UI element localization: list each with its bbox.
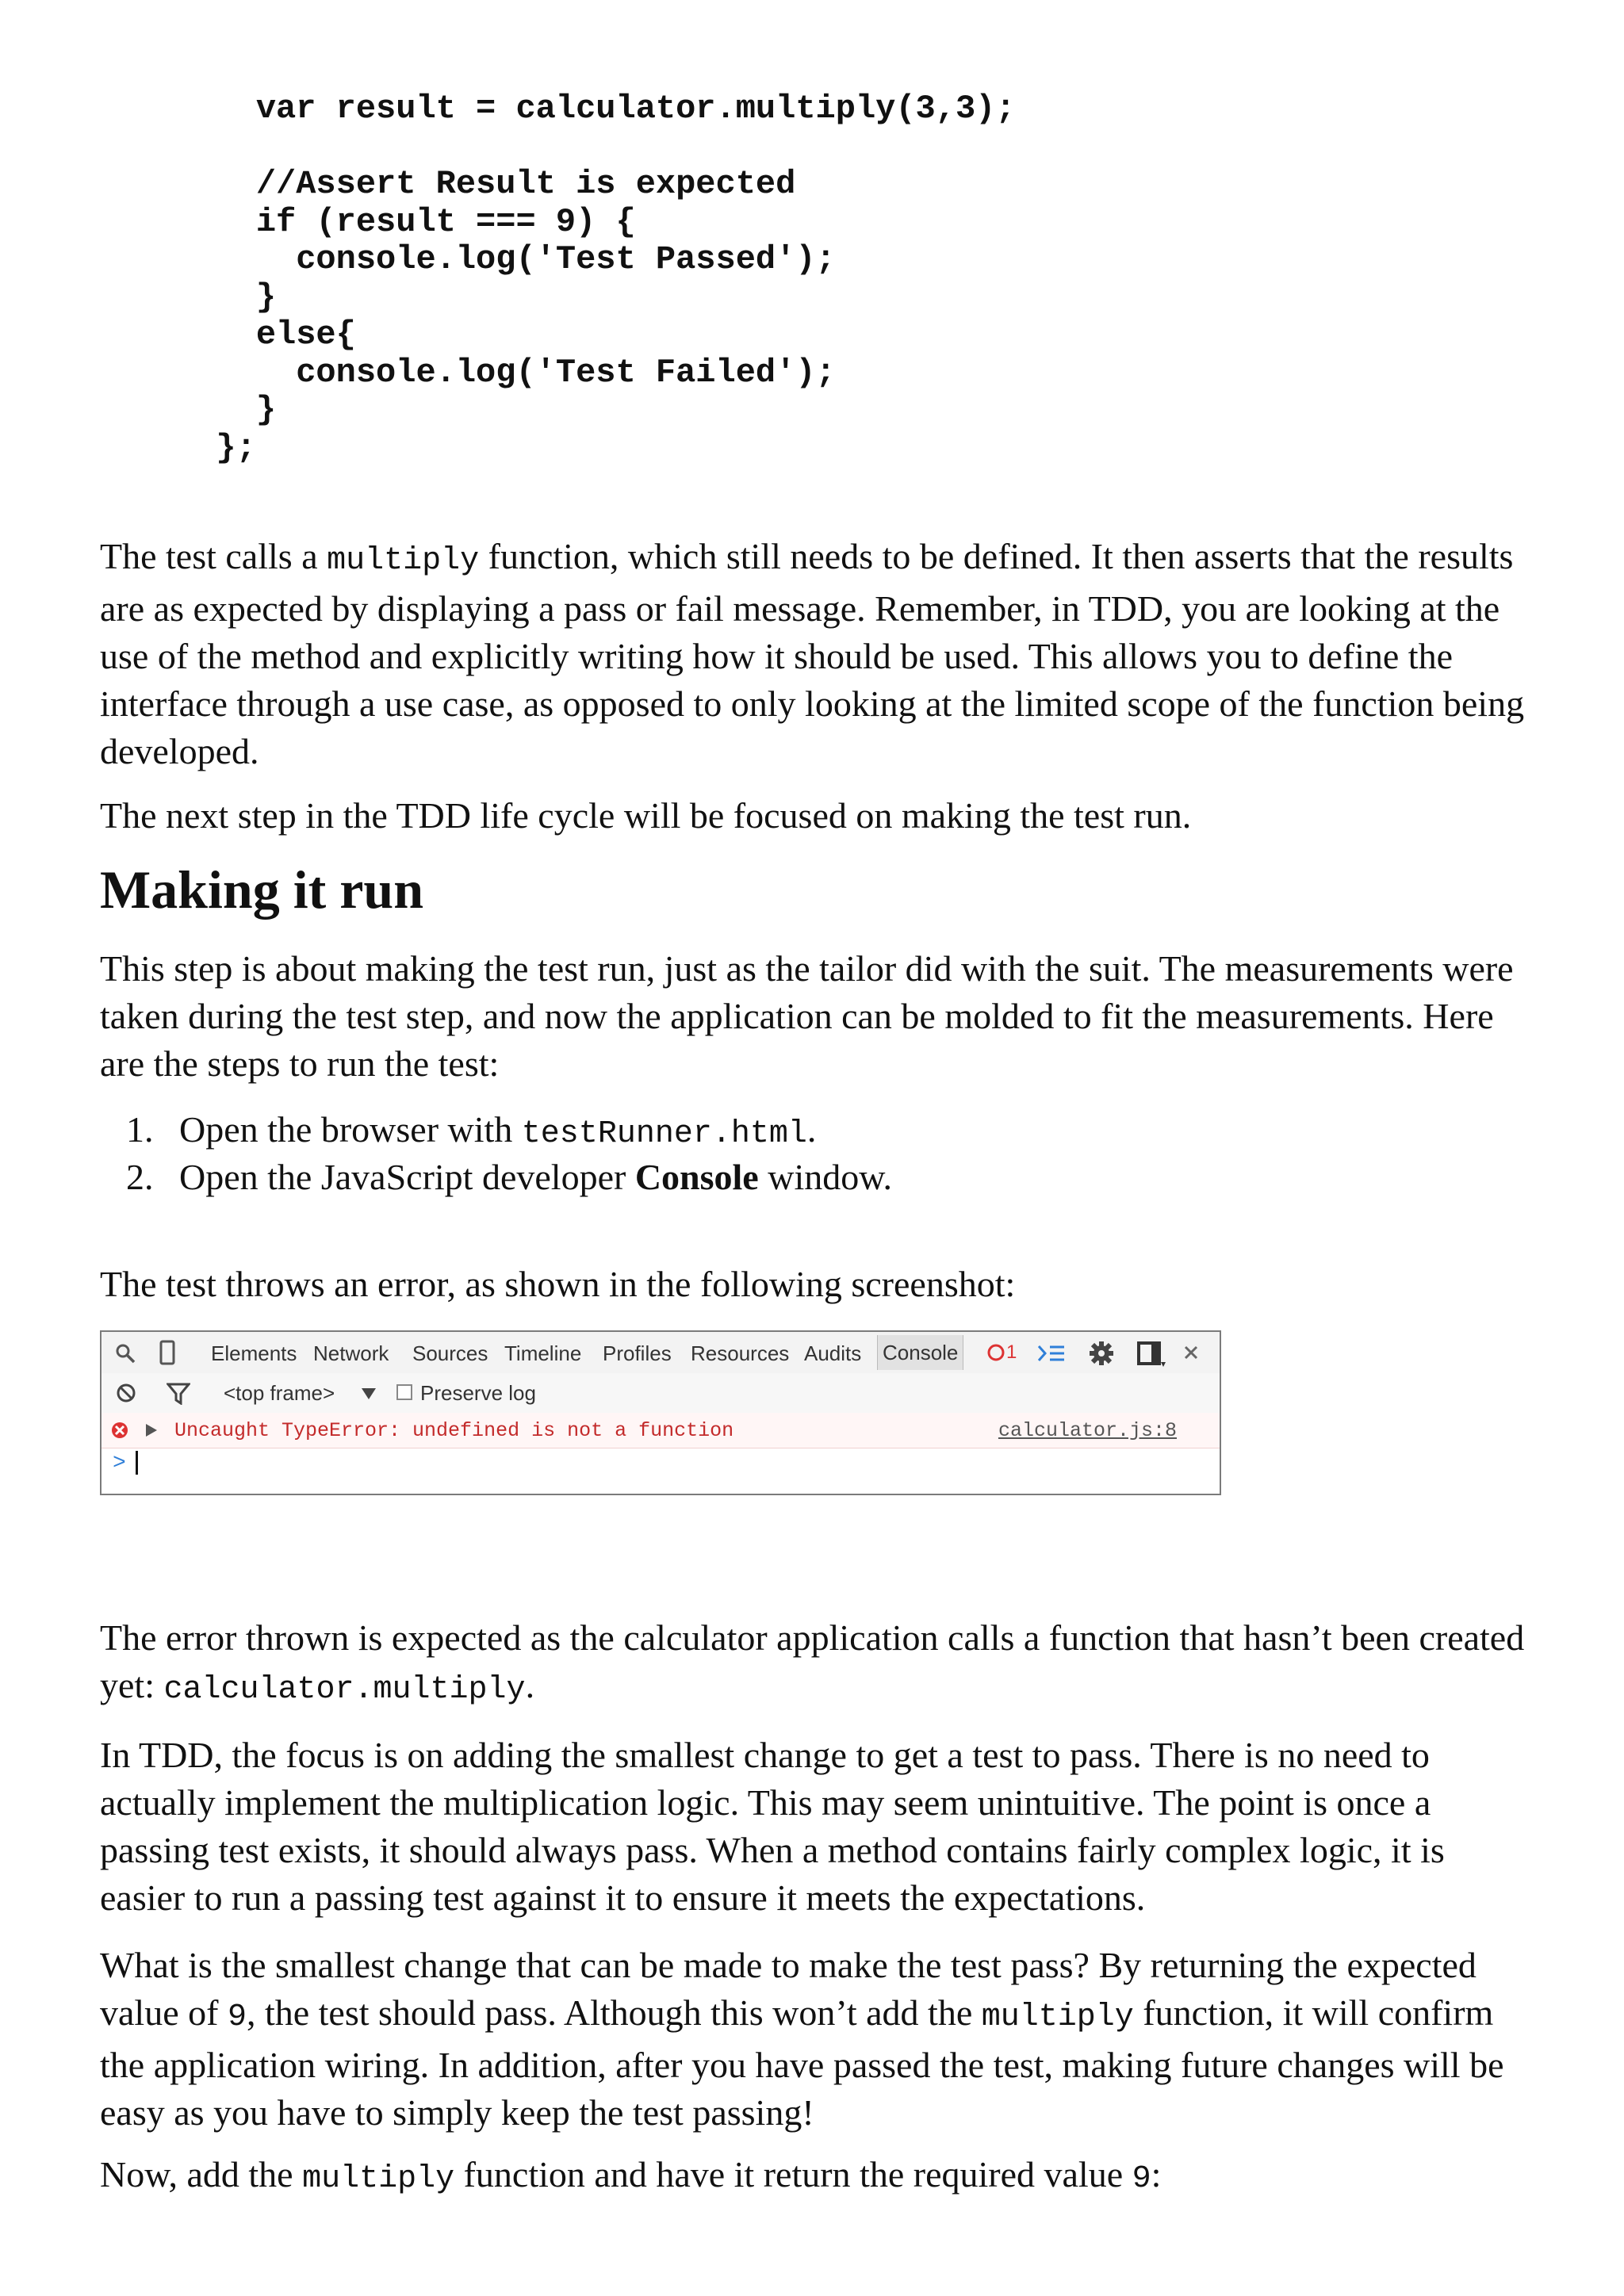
frame-selector[interactable]: <top frame> <box>224 1381 335 1405</box>
paragraph-step-about <box>100 945 1527 1088</box>
text-run: The next step in the TDD life cycle will be focused on making the test run. <box>100 795 1192 836</box>
text-run: Open the JavaScript developer <box>179 1157 635 1197</box>
list-number: 1. <box>126 1109 154 1150</box>
paragraph-error-intro <box>100 1261 1527 1308</box>
steps-list <box>100 1106 892 1201</box>
tab-network[interactable]: Network <box>313 1341 389 1365</box>
text-run: . <box>525 1665 535 1705</box>
error-message: Uncaught TypeError: undefined is not a function <box>174 1419 734 1442</box>
inline-code: multiply <box>981 1999 1134 2035</box>
prompt-symbol: > <box>113 1451 126 1476</box>
device-mode-icon[interactable] <box>159 1340 176 1365</box>
text-run: The error thrown is expected as the calculator application calls a function that hasn’t been created yet: <box>100 1617 1525 1705</box>
paragraph-error-expected <box>100 1614 1527 1714</box>
text-run: : <box>1151 2154 1162 2195</box>
devtools-tab-bar <box>102 1332 1220 1374</box>
text-run: window. <box>758 1157 892 1197</box>
bold-text: Console <box>634 1157 759 1197</box>
tab-console[interactable]: Console <box>877 1335 963 1370</box>
error-count-icon[interactable] <box>987 1344 1005 1361</box>
text-run: The test calls a <box>100 536 327 576</box>
paragraph-tdd-focus <box>100 1732 1527 1922</box>
devtools-screenshot <box>100 1330 1221 1495</box>
paragraph-next-step <box>100 792 1527 840</box>
paragraph-test-calls <box>100 533 1527 775</box>
list-number: 2. <box>126 1157 154 1197</box>
filter-icon[interactable] <box>167 1383 190 1405</box>
inline-code: multiply <box>302 2161 455 2197</box>
text-run: This step is about making the test run, just as the tailor did with the suit. The measurements were taken during the test step, and now the application can be molded to fit the measurements. Here are the steps to run the test: <box>100 948 1514 1084</box>
text-run: function, it will confirm the application wiring. In addition, after you have passed the test, making future changes will be easy as you have to simply keep the test passing! <box>100 1992 1504 2133</box>
text-run: The test throws an error, as shown in the following screenshot: <box>100 1264 1016 1304</box>
text-run: function, which still needs to be defined. It then asserts that the results are as expected by displaying a pass or fail message. Remember, in TDD, you are looking at the use of the method and explicitly writing how it should be used. This allows you to define the interface through a use case, as opposed to only looking at the limited scope of the function being developed. <box>100 536 1525 771</box>
gear-icon[interactable] <box>1088 1340 1115 1367</box>
text-run: Open the browser with <box>179 1109 522 1150</box>
inline-code: multiply <box>327 543 480 579</box>
console-prompt[interactable] <box>113 1451 138 1475</box>
error-count[interactable]: 1 <box>1006 1341 1017 1363</box>
tab-resources[interactable]: Resources <box>691 1341 790 1365</box>
text-run: . <box>806 1109 817 1150</box>
search-icon[interactable] <box>114 1342 136 1364</box>
paragraph-add-multiply <box>100 2151 1527 2203</box>
text-run: function and have it return the required value <box>454 2154 1132 2195</box>
code-line: else{ <box>176 316 356 354</box>
text-run: In TDD, the focus is on adding the smallest change to get a test to pass. There is no need to actually implement the multiplication logic. This may seem unintuitive. The point is once a passing test exists, it should always pass. When a method contains fairly complex logic, it is easier to run a passing test against it to ensure it meets the expectations. <box>100 1735 1445 1918</box>
code-line <box>176 128 1016 166</box>
close-icon[interactable] <box>1183 1345 1199 1360</box>
code-line: //Assert Result is expected <box>176 165 796 203</box>
console-error-row[interactable] <box>102 1413 1220 1448</box>
code-line: } <box>176 391 277 429</box>
code-line: console.log('Test Passed'); <box>176 240 836 278</box>
code-line: }; <box>176 428 256 467</box>
tab-profiles[interactable]: Profiles <box>603 1341 672 1365</box>
text-run: , the test should pass. Although this won’t add the <box>246 1992 982 2033</box>
text-run: What is the smallest change that can be made to make the test pass? By returning the expected value of <box>100 1945 1477 2033</box>
error-source-link[interactable]: calculator.js:8 <box>998 1419 1177 1442</box>
dock-side-icon[interactable] <box>1137 1341 1166 1368</box>
paragraph-smallest-change <box>100 1942 1527 2137</box>
expand-arrow-icon[interactable] <box>146 1424 157 1437</box>
inline-code: 9 <box>227 1999 247 2035</box>
code-line: console.log('Test Failed'); <box>176 353 836 392</box>
code-line: if (result === 9) { <box>176 202 636 241</box>
execution-context-icon[interactable] <box>1037 1343 1066 1364</box>
preserve-log-checkbox[interactable] <box>396 1384 412 1400</box>
tab-timeline[interactable]: Timeline <box>504 1341 582 1365</box>
text-run: Now, add the <box>100 2154 303 2195</box>
inline-code: 9 <box>1132 2161 1151 2197</box>
section-heading: Making it run <box>100 859 424 920</box>
console-toolbar <box>102 1373 1220 1414</box>
code-line: var result = calculator.multiply(3,3); <box>176 90 1016 128</box>
inline-code: calculator.multiply <box>163 1672 526 1708</box>
chevron-down-icon[interactable] <box>362 1388 376 1399</box>
tab-audits[interactable]: Audits <box>804 1341 862 1365</box>
code-block <box>176 90 1016 467</box>
code-line: } <box>176 277 277 316</box>
error-icon <box>111 1422 128 1439</box>
list-item <box>100 1154 892 1201</box>
tab-elements[interactable]: Elements <box>211 1341 297 1365</box>
inline-code: testRunner.html <box>521 1116 807 1152</box>
clear-console-icon[interactable] <box>116 1383 136 1403</box>
preserve-log-label: Preserve log <box>420 1381 536 1405</box>
tab-sources[interactable]: Sources <box>412 1341 488 1365</box>
list-item <box>100 1106 892 1154</box>
text-cursor <box>136 1451 138 1475</box>
